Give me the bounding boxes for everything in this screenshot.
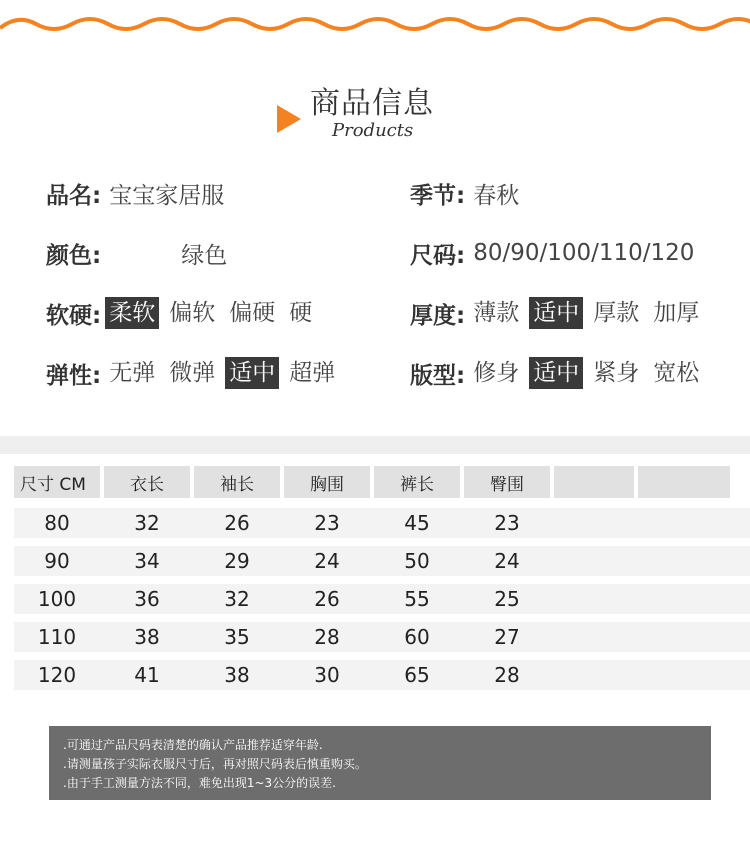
table-header-cell: 尺寸 CM <box>14 466 100 498</box>
table-cell: 35 <box>224 625 250 649</box>
table-cell: 90 <box>44 549 70 573</box>
info-size-label: 尺码: <box>410 242 466 269</box>
table-header-cell <box>554 466 634 498</box>
info-elasticity-label: 弹性: <box>46 362 102 389</box>
info-color-value: 绿色 <box>181 242 228 269</box>
info-softness-label: 软硬: <box>46 302 102 329</box>
fit-option: 紧身 <box>593 360 640 386</box>
softness-option: 柔软 <box>105 297 159 329</box>
info-season-value: 春秋 <box>473 182 520 209</box>
info-season <box>410 176 519 210</box>
table-header-cell: 裤长 <box>374 466 460 498</box>
thickness-option: 适中 <box>529 297 583 329</box>
info-name-label: 品名: <box>46 182 102 209</box>
info-thickness <box>410 296 709 330</box>
section-subtitle: Products <box>332 120 414 141</box>
note-line: .请测量孩子实际衣服尺寸后，再对照尺码表后慎重购买。 <box>63 757 367 771</box>
softness-option: 偏硬 <box>229 300 276 326</box>
wave-border <box>0 0 750 40</box>
table-header-cell: 衣长 <box>104 466 190 498</box>
table-cell: 38 <box>224 663 250 687</box>
info-size <box>410 236 694 270</box>
table-row <box>14 660 750 690</box>
fit-option: 修身 <box>473 360 520 386</box>
notes-box <box>49 726 711 800</box>
fit-option: 适中 <box>529 357 583 389</box>
table-cell: 27 <box>494 625 520 649</box>
table-cell: 25 <box>494 587 520 611</box>
softness-option: 偏软 <box>169 300 216 326</box>
thickness-option: 厚款 <box>593 300 640 326</box>
table-cell: 55 <box>404 587 430 611</box>
info-fit <box>410 356 709 390</box>
table-cell: 28 <box>494 663 520 687</box>
table-cell: 65 <box>404 663 430 687</box>
info-softness <box>46 296 322 330</box>
table-row <box>14 622 750 652</box>
table-cell: 26 <box>314 587 340 611</box>
size-table <box>14 466 750 687</box>
table-header-cell: 袖长 <box>194 466 280 498</box>
table-header-cell <box>638 466 730 498</box>
info-season-label: 季节: <box>410 182 466 209</box>
table-cell: 24 <box>494 549 520 573</box>
note-line: .可通过产品尺码表清楚的确认产品推荐适穿年龄. <box>63 738 323 752</box>
thickness-option: 加厚 <box>653 300 700 326</box>
info-color-label: 颜色: <box>46 242 102 269</box>
table-cell: 24 <box>314 549 340 573</box>
table-cell: 38 <box>134 625 160 649</box>
table-cell: 32 <box>224 587 250 611</box>
table-cell: 23 <box>494 511 520 535</box>
info-color <box>46 236 227 270</box>
table-cell: 60 <box>404 625 430 649</box>
thickness-option: 薄款 <box>473 300 520 326</box>
fit-option: 宽松 <box>653 360 700 386</box>
table-cell: 100 <box>37 587 77 611</box>
section-title: 商品信息 <box>310 86 434 121</box>
elasticity-option: 适中 <box>225 357 279 389</box>
table-row <box>14 584 750 614</box>
info-size-value: 80/90/100/110/120 <box>473 240 695 266</box>
softness-option: 硬 <box>289 300 313 326</box>
table-cell: 80 <box>44 511 70 535</box>
note-line: .由于手工测量方法不同，难免出现1~3公分的误差. <box>63 776 336 790</box>
table-row <box>14 508 750 538</box>
info-name-value: 宝宝家居服 <box>109 182 225 209</box>
table-cell: 110 <box>37 625 77 649</box>
table-cell: 23 <box>314 511 340 535</box>
table-cell: 41 <box>134 663 160 687</box>
table-header-row <box>14 466 750 498</box>
table-cell: 26 <box>224 511 250 535</box>
table-header-cell: 胸围 <box>284 466 370 498</box>
table-cell: 120 <box>37 663 77 687</box>
table-cell: 30 <box>314 663 340 687</box>
table-header-cell: 臀围 <box>464 466 550 498</box>
table-cell: 28 <box>314 625 340 649</box>
section-divider <box>0 436 750 454</box>
play-arrow-icon <box>277 105 301 133</box>
table-cell: 45 <box>404 511 430 535</box>
table-cell: 36 <box>134 587 160 611</box>
elasticity-option: 无弹 <box>109 360 156 386</box>
elasticity-option: 微弹 <box>169 360 216 386</box>
elasticity-option: 超弹 <box>289 360 336 386</box>
info-elasticity <box>46 356 345 390</box>
table-row <box>14 546 750 576</box>
info-name <box>46 176 224 210</box>
table-cell: 32 <box>134 511 160 535</box>
info-fit-label: 版型: <box>410 362 466 389</box>
info-thickness-label: 厚度: <box>410 302 466 329</box>
table-cell: 50 <box>404 549 430 573</box>
table-cell: 29 <box>224 549 250 573</box>
table-cell: 34 <box>134 549 160 573</box>
